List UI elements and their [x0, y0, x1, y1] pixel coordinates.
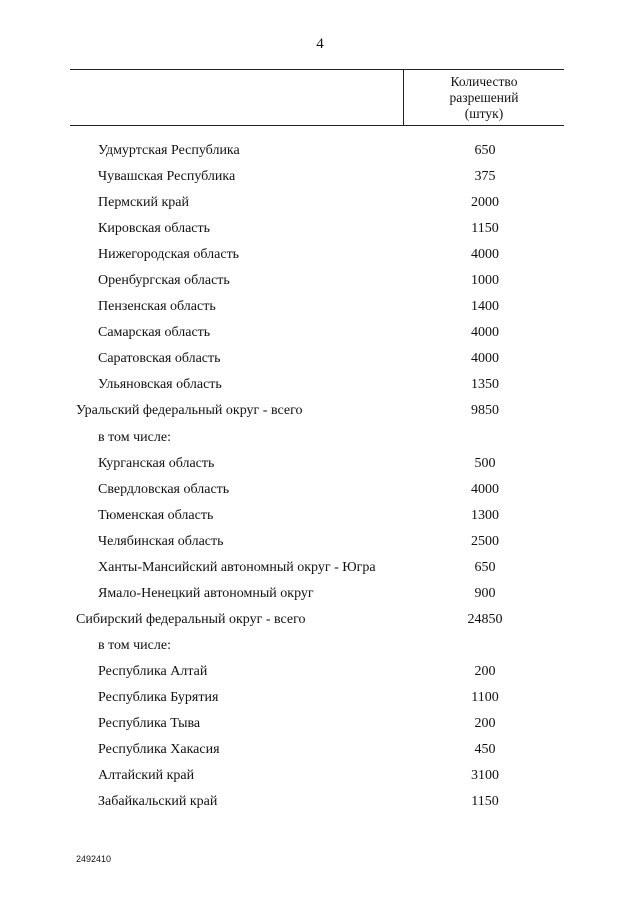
permit-count: 2000 [471, 195, 499, 211]
region-name: Алтайский край [98, 768, 195, 784]
region-name: Курганская область [98, 455, 215, 471]
table-header [70, 69, 564, 126]
table-row [0, 294, 640, 320]
region-name: Республика Тыва [98, 716, 201, 732]
permit-count: 9850 [471, 403, 499, 419]
region-name: Оренбургская область [98, 273, 230, 289]
permit-count: 1150 [471, 794, 499, 810]
table-row [0, 346, 640, 372]
column-header-line-1: Количество [450, 74, 518, 89]
permit-count: 500 [474, 455, 496, 471]
region-name: Ямало-Ненецкий автономный округ [98, 585, 314, 601]
region-name: Республика Алтай [98, 663, 208, 679]
table-row [0, 164, 640, 190]
permit-count: 4000 [471, 481, 499, 497]
permit-count: 650 [474, 143, 496, 158]
permit-count: 4000 [471, 247, 499, 263]
region-name: Нижегородская область [98, 247, 240, 263]
page-number: 4 [316, 36, 324, 52]
table-row [0, 190, 640, 216]
region-name: Тюменская область [98, 507, 214, 523]
table-row [0, 581, 640, 607]
table-row [0, 477, 640, 503]
table-row [0, 789, 640, 815]
table-row [0, 372, 640, 398]
permit-count: 1150 [471, 221, 499, 237]
region-name: Забайкальский край [98, 794, 218, 810]
region-name: в том числе: [98, 429, 171, 445]
table-row [0, 555, 640, 581]
table-row [0, 503, 640, 529]
column-header-line-3: (штук) [464, 106, 504, 121]
column-header-line-2: разрешений [449, 90, 519, 105]
table-row [0, 737, 640, 763]
region-name: Свердловская область [98, 481, 230, 497]
permit-count: 4000 [471, 325, 499, 341]
table-row [0, 659, 640, 685]
column-header-permits-count [404, 74, 564, 122]
table-row [0, 320, 640, 346]
permit-count: 650 [474, 559, 496, 575]
permit-count: 1350 [471, 377, 499, 393]
table-row [0, 607, 640, 633]
region-name: Сибирский федеральный округ - всего [76, 611, 306, 627]
region-name: Ульяновская область [98, 377, 222, 393]
permit-count: 24850 [467, 611, 503, 627]
permit-count: 1300 [471, 507, 499, 523]
permit-count: 450 [474, 742, 496, 758]
table-row [0, 216, 640, 242]
table-row [0, 425, 640, 451]
region-name: Республика Бурятия [98, 689, 219, 705]
table-row [0, 138, 640, 164]
table-row [0, 529, 640, 555]
permit-count: 2500 [471, 533, 499, 549]
region-name: Кировская область [98, 221, 211, 237]
table-row [0, 763, 640, 789]
region-name: в том числе: [98, 637, 171, 653]
permit-count: 375 [474, 169, 496, 185]
region-name: Пермский край [98, 195, 189, 211]
region-name: Саратовская область [98, 351, 221, 367]
region-name: Ханты-Мансийский автономный округ - Югра [98, 559, 376, 575]
permit-count: 3100 [471, 768, 499, 784]
table-row [0, 633, 640, 659]
permit-count: 1000 [471, 273, 499, 289]
region-name: Республика Хакасия [98, 742, 220, 758]
permit-count: 1100 [471, 689, 499, 705]
table-row [0, 711, 640, 737]
region-name: Чувашская Республика [98, 169, 236, 185]
region-name: Удмуртская Республика [98, 143, 240, 158]
table-row [0, 242, 640, 268]
permit-count: 200 [474, 663, 496, 679]
region-name: Уральский федеральный округ - всего [76, 403, 303, 419]
permit-count: 4000 [471, 351, 499, 367]
region-name: Пензенская область [98, 299, 216, 315]
table-row [0, 685, 640, 711]
table-row [0, 451, 640, 477]
permit-count: 1400 [471, 299, 499, 315]
region-name: Самарская область [98, 325, 211, 341]
table-row [0, 268, 640, 294]
permit-count: 900 [474, 585, 496, 601]
table-body [0, 138, 640, 815]
region-name: Челябинская область [98, 533, 224, 549]
document-code: 2492410 [76, 854, 112, 864]
table-row [0, 398, 640, 424]
permit-count: 200 [474, 716, 496, 732]
